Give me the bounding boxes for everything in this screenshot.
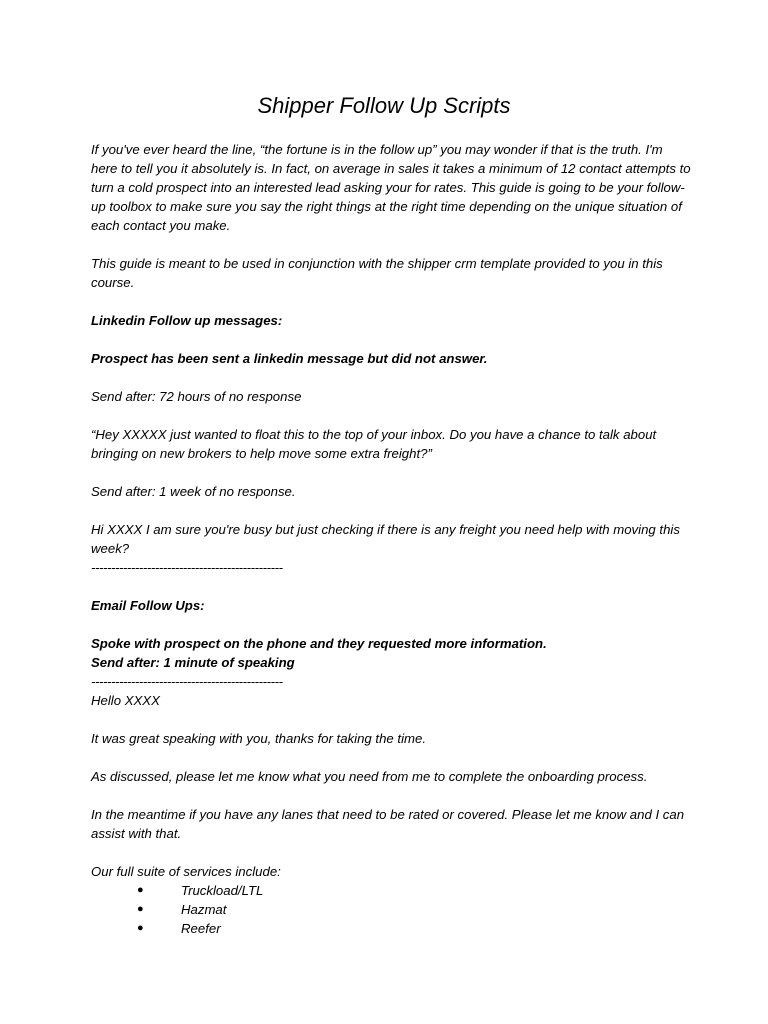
service-label: Reefer	[181, 921, 221, 936]
linkedin-send-after-1: Send after: 72 hours of no response	[91, 389, 302, 404]
intro-paragraph: If you've ever heard the line, “the fortune is in the follow up” you may wonder if that is the truth. I'm here to tell you it absolutely is. In fact, on average in sales it takes a minimum of 12 contact attempts to turn a cold prospect into an interested lead asking your for rates. This guide is going to be your follow-up toolbox to make sure you say the right things at the right time depending on the unique situation of each contact you make.	[91, 142, 691, 233]
list-item	[91, 900, 691, 919]
linkedin-message-1: “Hey XXXXX just wanted to float this to the top of your inbox. Do you have a chance to talk about bringing on new brokers to help move some extra freight?”	[91, 427, 657, 461]
email-greeting: Hello XXXX	[91, 693, 160, 708]
service-label: Truckload/LTL	[181, 883, 264, 898]
linkedin-message-2: Hi XXXX I am sure you're busy but just checking if there is any freight you need help with moving this week?	[91, 522, 680, 556]
email-section-heading: Email Follow Ups:	[91, 598, 205, 613]
services-list	[91, 881, 691, 938]
service-label: Hazmat	[181, 902, 227, 917]
bullet-icon: ●	[137, 922, 144, 934]
list-item	[91, 919, 691, 938]
email-line-3: In the meantime if you have any lanes that need to be rated or covered. Please let me know and I can assist with that.	[91, 807, 685, 841]
services-intro: Our full suite of services include:	[91, 864, 281, 879]
usage-paragraph: This guide is meant to be used in conjunction with the shipper crm template provided to you in this course.	[91, 256, 663, 290]
document-body	[91, 140, 691, 938]
document-title: Shipper Follow Up Scripts	[257, 93, 511, 118]
bullet-icon: ●	[137, 884, 144, 896]
bullet-icon: ●	[137, 903, 144, 915]
email-line-1: It was great speaking with you, thanks for taking the time.	[91, 731, 426, 746]
email-divider: ------------------------------------------------	[91, 674, 283, 689]
section-divider: ------------------------------------------------	[91, 560, 283, 575]
email-scenario: Spoke with prospect on the phone and they requested more information.	[91, 636, 547, 651]
linkedin-section-heading: Linkedin Follow up messages:	[91, 313, 283, 328]
email-line-2: As discussed, please let me know what you need from me to complete the onboarding process.	[91, 769, 648, 784]
list-item	[91, 881, 691, 900]
linkedin-send-after-2: Send after: 1 week of no response.	[91, 484, 296, 499]
email-send-after: Send after: 1 minute of speaking	[91, 655, 295, 670]
linkedin-scenario: Prospect has been sent a linkedin message but did not answer.	[91, 351, 488, 366]
